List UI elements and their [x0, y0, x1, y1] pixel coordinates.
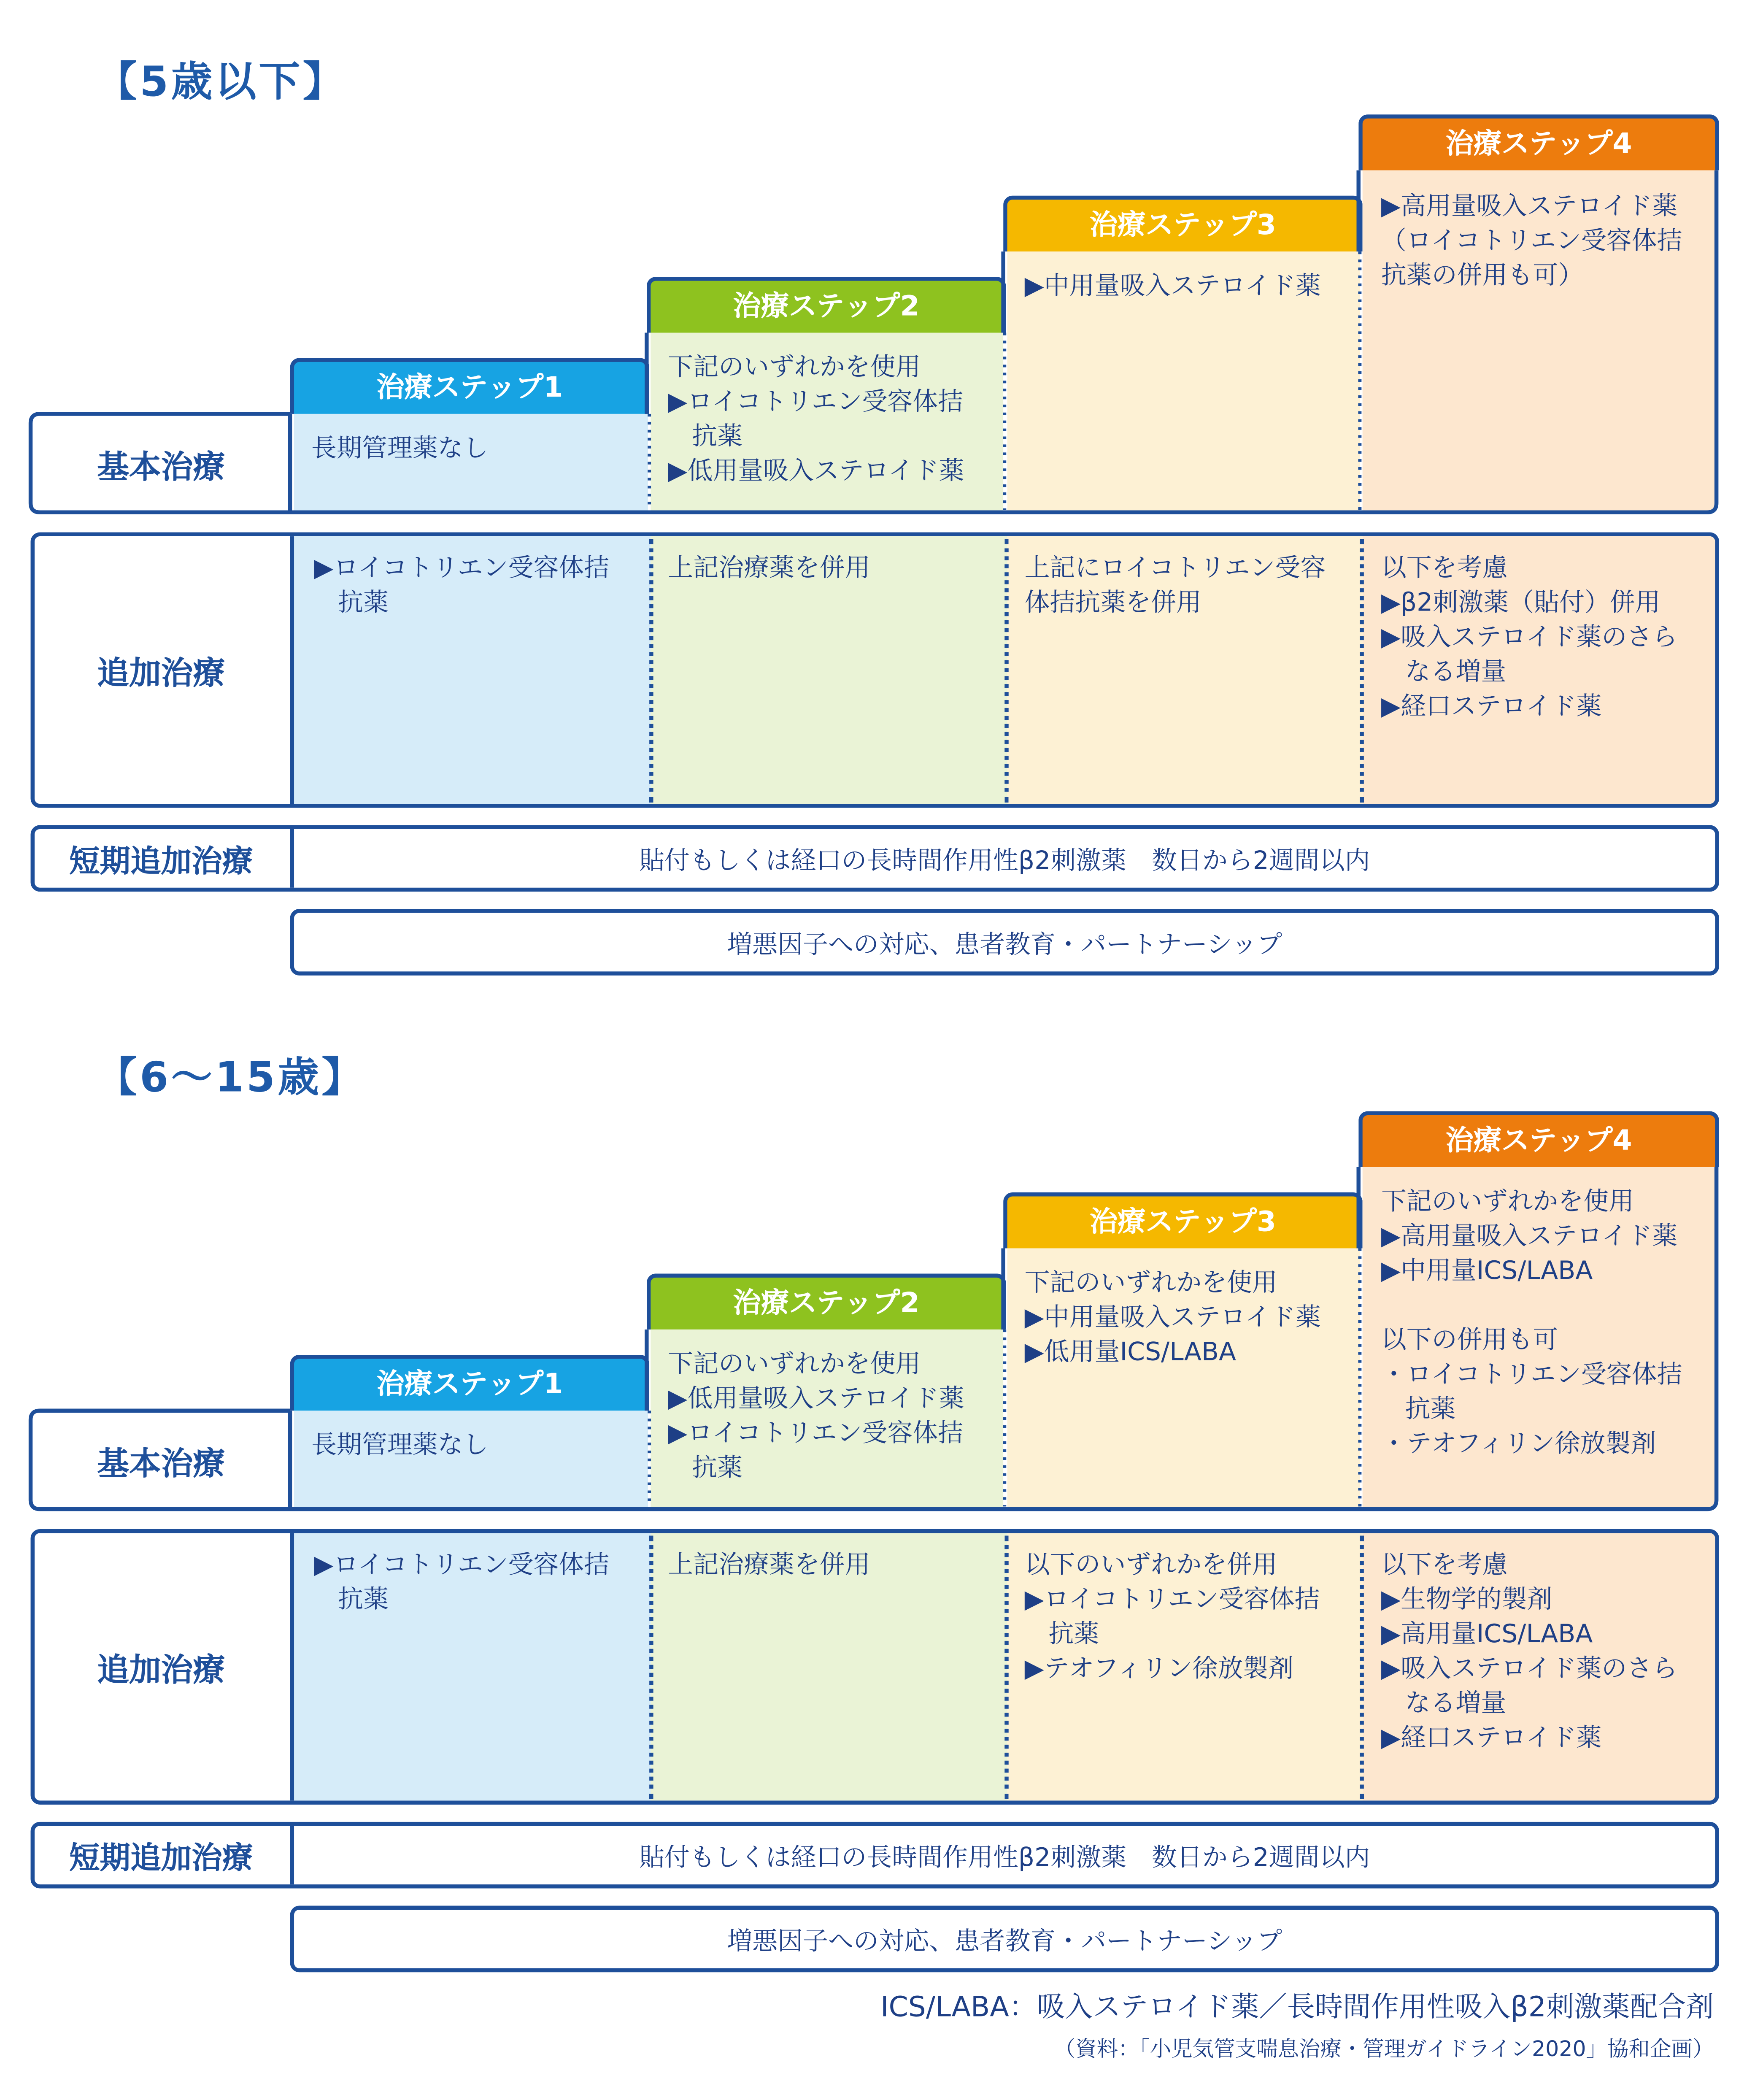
additional-step3-text-6to15: 以下のいずれかを併用 ▶ロイコトリエン受容体拮 抗薬 ▶テオフィリン徐放製剤 [1024, 1550, 1320, 1684]
row-label-basic-6to15: 基本治療 [97, 1444, 225, 1482]
step2-tab: 治療ステップ2 [647, 277, 1006, 332]
step4-tab-6to15: 治療ステップ4 [1358, 1111, 1719, 1167]
row-label-additional-under5: 追加治療 [97, 654, 225, 692]
step3-tab: 治療ステップ3 [1003, 196, 1363, 251]
basic-step2-text-under5: 下記のいずれかを使用 ▶ロイコトリエン受容体拮 抗薬 ▶低用量吸入ステロイド薬 [668, 352, 964, 486]
basic-step1-text-6to15: 長期管理薬なし [311, 1430, 489, 1460]
additional-step2-text-6to15: 上記治療薬を併用 [668, 1550, 870, 1580]
row-label-short-term-6to15: 短期追加治療 [69, 1841, 253, 1876]
row-label-basic-under5: 基本治療 [97, 448, 225, 485]
section-heading-under5: 【5歳以下】 [96, 58, 347, 107]
short-term-text-under5: 貼付もしくは経口の長時間作用性β2刺激薬 数日から2週間以内 [639, 846, 1370, 875]
basic-step4-text-6to15: 下記のいずれかを使用 ▶高用量吸入ステロイド薬 ▶中用量ICS/LABA 以下の併用も可 ・ロイコトリエン受容体拮 抗薬 ・テオフィリン徐放製剤 [1381, 1187, 1682, 1459]
support-text-6to15: 増悪因子への対応、患者教育・パートナーシップ [727, 1926, 1282, 1956]
support-text-under5: 増悪因子への対応、患者教育・パートナーシップ [727, 930, 1282, 959]
additional-step2-text-under5: 上記治療薬を併用 [668, 554, 870, 583]
step3-tab-6to15: 治療ステップ3 [1003, 1192, 1363, 1248]
row-label-short-term-under5: 短期追加治療 [69, 844, 253, 879]
basic-step3-text-under5: ▶中用量吸入ステロイド薬 [1024, 271, 1321, 301]
additional-step1-text-6to15: ▶ロイコトリエン受容体拮 抗薬 [314, 1550, 610, 1614]
short-term-text-6to15: 貼付もしくは経口の長時間作用性β2刺激薬 数日から2週間以内 [639, 1842, 1370, 1872]
basic-step3-text-6to15: 下記のいずれかを使用 ▶中用量吸入ステロイド薬 ▶低用量ICS/LABA [1024, 1268, 1321, 1367]
step1-tab: 治療ステップ1 [290, 358, 650, 414]
step4-tab: 治療ステップ4 [1358, 114, 1719, 170]
additional-step4-text-under5: 以下を考慮 ▶β2刺激薬（貼付）併用 ▶吸入ステロイド薬のさら なる増量 ▶経口ステロイド薬 [1381, 554, 1678, 722]
additional-step3-text-under5: 上記にロイコトリエン受容 体拮抗薬を併用 [1024, 554, 1326, 618]
step1-tab-6to15: 治療ステップ1 [290, 1355, 650, 1411]
step2-tab-6to15: 治療ステップ2 [647, 1273, 1006, 1329]
basic-step4-text-under5: ▶高用量吸入ステロイド薬 （ロイコトリエン受容体拮 抗薬の併用も可） [1381, 192, 1682, 290]
basic-step1-text-under5: 長期管理薬なし [311, 434, 489, 463]
footnote-abbreviation: ICS/LABA：吸入ステロイド薬／長時間作用性吸入β2刺激薬配合剤 [880, 1991, 1714, 2023]
row-label-additional-6to15: 追加治療 [97, 1651, 225, 1688]
source-note: （資料：「小児気管支喘息治療・管理ガイドライン2020」協和企画） [1054, 2036, 1714, 2062]
section-heading-6to15: 【6〜15歳】 [96, 1054, 366, 1102]
additional-step1-text-under5: ▶ロイコトリエン受容体拮 抗薬 [314, 554, 610, 618]
additional-step4-text-6to15: 以下を考慮 ▶生物学的製剤 ▶高用量ICS/LABA ▶吸入ステロイド薬のさら なる増量 ▶経口ステロイド薬 [1381, 1550, 1678, 1753]
basic-step2-text-6to15: 下記のいずれかを使用 ▶低用量吸入ステロイド薬 ▶ロイコトリエン受容体拮 抗薬 [668, 1349, 964, 1483]
